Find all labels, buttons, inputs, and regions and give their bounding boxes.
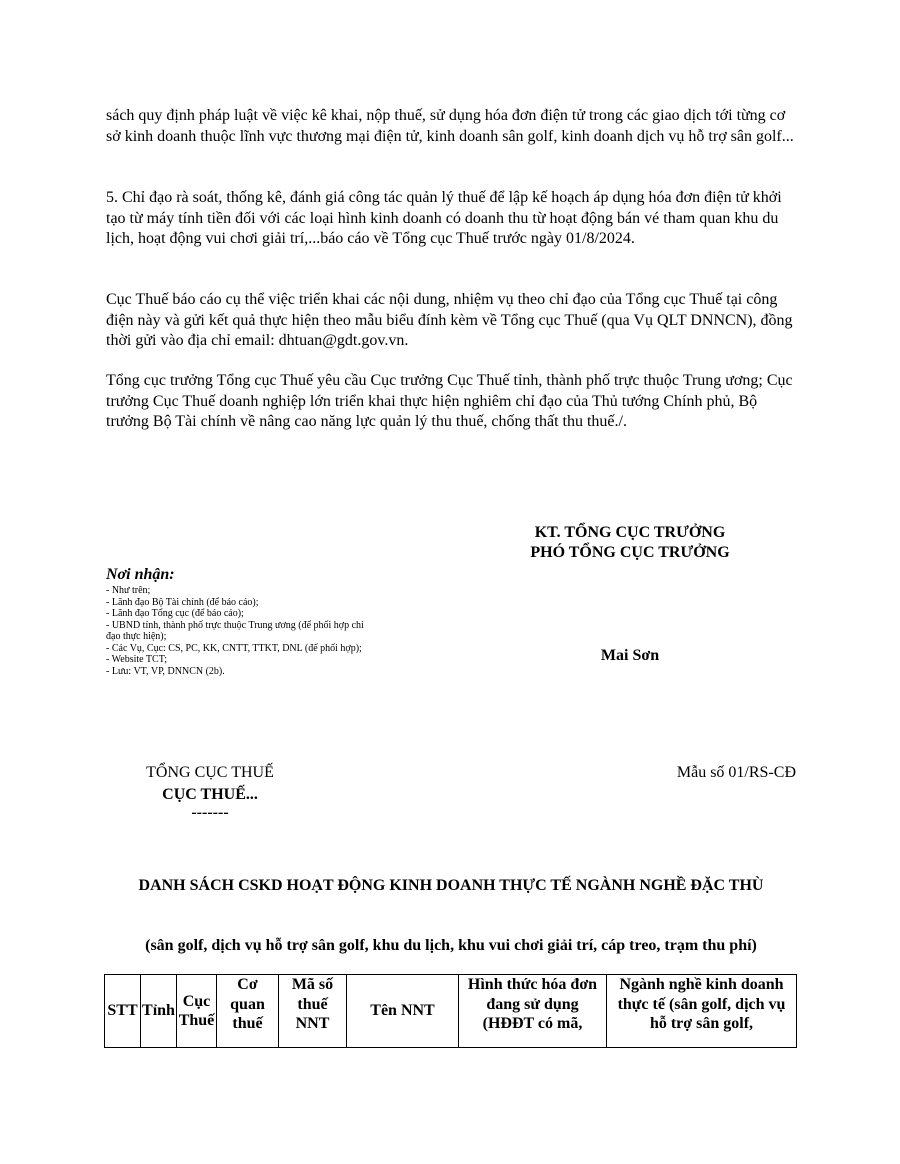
org-unit: CỤC THUẾ... (162, 786, 258, 803)
col-header-tinh: Tỉnh (141, 975, 177, 1048)
form-number: Mẫu số 01/RS-CĐ (676, 764, 796, 781)
list-subtitle: (sân golf, dịch vụ hỗ trợ sân golf, khu du lịch, khu vui chơi giải trí, cáp treo, trạm thu phí) (145, 937, 757, 954)
recipients-heading: Nơi nhận: (106, 566, 175, 583)
col-header-cuc-thue: Cục Thuế (177, 975, 217, 1048)
col-header-ten-nnt: Tên NNT (347, 975, 459, 1048)
col-header-co-quan-thue: Cơ quan thuế (217, 975, 279, 1048)
table-header-row (105, 975, 797, 1048)
col-header-nganh-nghe: Ngành nghề kinh doanh thực tế (sân golf, dịch vụ hỗ trợ sân golf, (607, 975, 797, 1048)
recipient-item: - Lưu: VT, VP, DNNCN (2b). (106, 665, 225, 677)
paragraph-4: Tổng cục trưởng Tổng cục Thuế yêu cầu Cục trưởng Cục Thuế tỉnh, thành phố trực thuộc Trung ương; Cục trưởng Cục Thuế doanh nghiệp lớn triển khai thực hiện nghiêm chỉ đạo của Thủ tướng Chính phủ, Bộ trưởng Bộ Tài chính về nâng cao năng lực quản lý thu thuế, chống thất thu thuế./. (106, 372, 793, 430)
recipient-item: - UBND tỉnh, thành phố trực thuộc Trung ương (để phối hợp chỉ đạo thực hiện); (106, 619, 364, 642)
list-title: DANH SÁCH CSKD HOẠT ĐỘNG KINH DOANH THỰC TẾ NGÀNH NGHỀ ĐẶC THÙ (138, 877, 764, 894)
paragraph-1: sách quy định pháp luật về việc kê khai, nộp thuế, sử dụng hóa đơn điện tử trong các giao dịch tới từng cơ sở kinh doanh thuộc lĩnh vực thương mại điện tử, kinh doanh sân golf, kinh doanh dịch vụ hỗ trợ sân golf... (106, 107, 794, 145)
recipient-item: - Các Vụ, Cục: CS, PC, KK, CNTT, TTKT, DNL (để phối hợp); (106, 642, 362, 654)
paragraph-3: Cục Thuế báo cáo cụ thể việc triển khai các nội dung, nhiệm vụ theo chỉ đạo của Tổng cục Thuế tại công điện này và gửi kết quả thực hiện theo mẫu biểu đính kèm về Tổng cục Thuế (qua Vụ QLT DNNCN), đồng thời gửi vào địa chỉ email: dhtuan@gdt.gov.vn. (106, 291, 793, 349)
signature-title-2: PHÓ TỔNG CỤC TRƯỞNG (530, 544, 730, 561)
recipient-item: - Lãnh đạo Tổng cục (để báo cáo); (106, 608, 244, 619)
col-header-hinh-thuc-hoa-don: Hình thức hóa đơn đang sử dụng (HĐĐT có mã, (459, 975, 607, 1048)
signature-title-1: KT. TỔNG CỤC TRƯỞNG (534, 524, 726, 541)
recipient-item: - Website TCT; (106, 654, 168, 665)
org-separator: ------- (191, 804, 229, 821)
paragraph-2: 5. Chỉ đạo rà soát, thống kê, đánh giá công tác quản lý thuế để lập kế hoạch áp dụng hóa đơn điện tử khởi tạo từ máy tính tiền đối với các loại hình kinh doanh có doanh thu từ hoạt động bán vé tham quan khu du lịch, hoạt động vui chơi giải trí,...báo cáo về Tổng cục Thuế trước ngày 01/8/2024. (106, 189, 782, 247)
recipients-list (106, 585, 376, 677)
col-header-ma-so-thue: Mã số thuế NNT (279, 975, 347, 1048)
cskd-table (104, 974, 797, 1048)
org-parent: TỔNG CỤC THUẾ (146, 764, 274, 781)
recipient-item: - Lãnh đạo Bộ Tài chính (để báo cáo); (106, 596, 259, 608)
signer-name: Mai Sơn (600, 647, 660, 664)
recipient-item: - Như trên; (106, 585, 151, 596)
col-header-stt: STT (105, 975, 141, 1048)
